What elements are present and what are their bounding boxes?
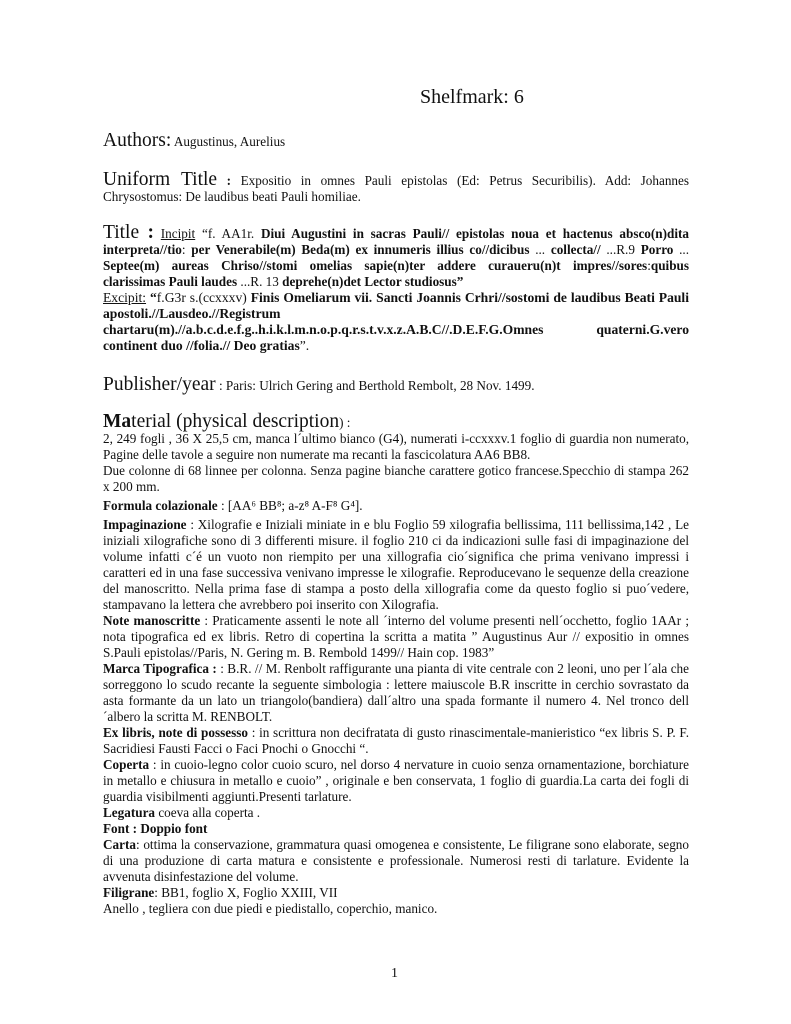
filigrane: [103, 885, 689, 901]
uniform-title-label: Uniform Title: [103, 169, 218, 190]
exlibris-value: : in scrittura non decifratata di gusto rinascimentale-manieristico “ex libris S. P. F. Sacridiesi Fausti Facci o Faci Pnochi o Gnocchi “.: [103, 725, 689, 756]
shelfmark: Shelfmark: 6: [420, 86, 524, 108]
publisher-label: Publisher/year: [103, 374, 216, 395]
incipit-label: Incipit: [160, 226, 196, 241]
publisher-field: [103, 374, 689, 395]
font-info: Font : Doppio font: [103, 821, 208, 836]
legatura: [103, 805, 689, 821]
marca-tipografica: [103, 661, 689, 725]
legatura-value: coeva alla coperta .: [155, 805, 261, 820]
excipit-paragraph: [103, 290, 689, 354]
incipit-text: Porro: [640, 242, 674, 257]
legatura-label: Legatura: [103, 805, 156, 820]
excipit-text: “: [146, 290, 157, 305]
incipit-text: :: [181, 242, 192, 257]
exlibris-label: Ex libris, note di possesso: [103, 725, 248, 740]
coperta-value: : in cuoio-legno color cuoio scuro, nel dorso 4 nervature in cuoio senza ornamentazione, borchiature in metallo e chiusura in metallo e cuoio” , originale e ben conservata, 1 foglio di guardia.La carta dei fogli di guardia visibilmenti aggiunti.Presenti tarlature.: [103, 757, 689, 804]
ex-libris: [103, 725, 689, 757]
page-number: 1: [391, 966, 398, 981]
carta-value: : ottima la conservazione, grammatura quasi omogenea e consistente, Le filigrane sono elaborate, segno di una produzione di carta matura e consistente e professionale. Numerosi resti di tarlature. Evidente la avvenuta disinfestazione del volume.: [103, 837, 689, 884]
formula-colazionale: [103, 498, 689, 514]
incipit-text: quibus clarissimas Pauli laudes: [103, 258, 689, 289]
incipit-text: ...R.9: [600, 242, 641, 257]
excipit-text: ”.: [299, 338, 310, 353]
incipit-text: collecta//: [550, 242, 601, 257]
coperta: [103, 757, 689, 805]
incipit-text: ...R. 13: [237, 274, 283, 289]
incipit-text: Diui Augustini in sacras Pauli// epistolas noua et hactenus absco(n)dita interpreta//tio: [103, 226, 689, 257]
carta: [103, 837, 689, 885]
incipit-text: ...: [529, 242, 551, 257]
note-manoscritte: [103, 613, 689, 661]
incipit-text: :: [647, 258, 651, 273]
anello: Anello , tegliera con due piedi e piedistallo, coperchio, manico.: [103, 901, 438, 916]
material-section: [103, 411, 690, 917]
incipit-text: “f. AA1r.: [195, 226, 261, 241]
material-heading: [103, 411, 689, 432]
uniform-title-field: [103, 169, 690, 205]
formula-label: Formula colazionale: [103, 498, 218, 513]
impaginazione-label: Impaginazione: [103, 517, 187, 532]
material-label: ) :: [339, 415, 351, 430]
excipit-text: Finis Omeliarum vii. Sancti Joannis Crhri//sostomi de laudibus Beati Pauli apostoli.//Lausdeo.//Registrum chartaru(m).//a.b.c.d.e.f.g..h.i.k.l.m.n.o.p.q.r.s.t.v.x.z.A.B.C//.D.E.F.G.Omnes quaterni.G.vero continent duo //folia.// Deo gratias: [103, 290, 689, 353]
filigrane-value: : BB1, foglio X, Foglio XXIII, VII: [154, 885, 338, 900]
incipit-text: per Venerabile(m) Beda(m) ex innumeris illius co//dicibus: [191, 242, 530, 257]
impaginazione: [103, 517, 689, 613]
incipit-text: Septee(m) aureas Chriso//stomi omelias sapie(n)ter addere curaueru(n)t impres//sores: [103, 258, 648, 273]
authors-value: Augustinus, Aurelius: [171, 134, 286, 149]
excipit-label: Excipit:: [103, 290, 147, 305]
note-value: : Praticamente assenti le note all ´interno del volume presenti nell´occhetto, foglio 1AAr ; nota tipografica ed ex libris. Retro di copertina la scritta a matita ” Augustinus Aur // expositio in omnes S.Pauli epistolas//Paris, N. Gering m. B. Rembold 1499// Hain cop. 1983”: [103, 613, 690, 660]
marca-value: : B.R. // M. Renbolt raffigurante una pianta di vite centrale con 2 leoni, uno per l´ala che sorreggono lo scudo recante la seguente simbologia : lettere maiuscole B.R inscritte in cerchio sovrastato da asta formante da un lato un triangolo(bandiera) dall´altro una spada formante il numero 4. Nel tronco dell´albero la scritta M. RENBOLT.: [103, 661, 689, 724]
uniform-title-colon: :: [217, 173, 232, 188]
uniform-title-value: Expositio in omnes Pauli epistolas (Ed: Petrus Securibilis). Add: Johannes Chrysostomus: De laudibus beati Pauli homiliae.: [103, 173, 690, 204]
incipit-text: deprehe(n)det Lector studiosus”: [282, 274, 464, 289]
carta-label: Carta: [103, 837, 136, 852]
material-columns: Due colonne di 68 linnee per colonna. Senza pagine bianche carattere gotico francese.Specchio di stampa 262 x 200 mm.: [103, 463, 689, 494]
coperta-label: Coperta: [103, 757, 150, 772]
incipit-text: ...: [673, 242, 690, 257]
material-label: Ma: [103, 411, 132, 432]
title-colon: :: [139, 222, 154, 243]
material-description: 2, 249 fogli , 36 X 25,5 cm, manca l´ultimo bianco (G4), numerati i-ccxxxv.1 foglio di guardia non numerato, Pagine delle tavole a seguire non numerate ma recanti la fascicolatura AA6 BB8.: [103, 431, 689, 462]
incipit-paragraph: [103, 222, 690, 290]
formula-value: : [AA⁶ BB⁸; a-z⁸ A-F⁸ G⁴].: [217, 498, 363, 513]
marca-label: Marca Tipografica :: [103, 661, 217, 676]
authors-label: Authors:: [103, 130, 172, 151]
note-label: Note manoscritte: [103, 613, 201, 628]
title-field: [103, 222, 690, 354]
material-label: terial (physical description: [131, 411, 340, 432]
authors-field: [103, 130, 689, 151]
impaginazione-value: : Xilografie e Iniziali miniate in e blu Foglio 59 xilografia bellissima, 111 bellissima,142 , Le iniziali xilografiche sono di 3 differenti misure. il foglio 210 ci da indicazioni sulle fasi di impaginazione del volume infatti c´é un vuoto non riempito per una xillografia cio´significa che prima venivano impressi i caratteri ed in una fase successiva venivano impresse le xilografie. Reproducevano le sequenze della creazione del manoscritto. Nella prima fase di stampa a posto della xillografia come da questo foglio si puo´vedere, stampavano la lettera che avrebbero poi inserito con Xilografia.: [103, 517, 689, 612]
excipit-text: f.G3r s.(ccxxxv): [156, 290, 251, 305]
filigrane-label: Filigrane: [103, 885, 155, 900]
title-label: Title: [103, 222, 140, 243]
publisher-value: : Paris: Ulrich Gering and Berthold Rembolt, 28 Nov. 1499.: [215, 378, 535, 393]
